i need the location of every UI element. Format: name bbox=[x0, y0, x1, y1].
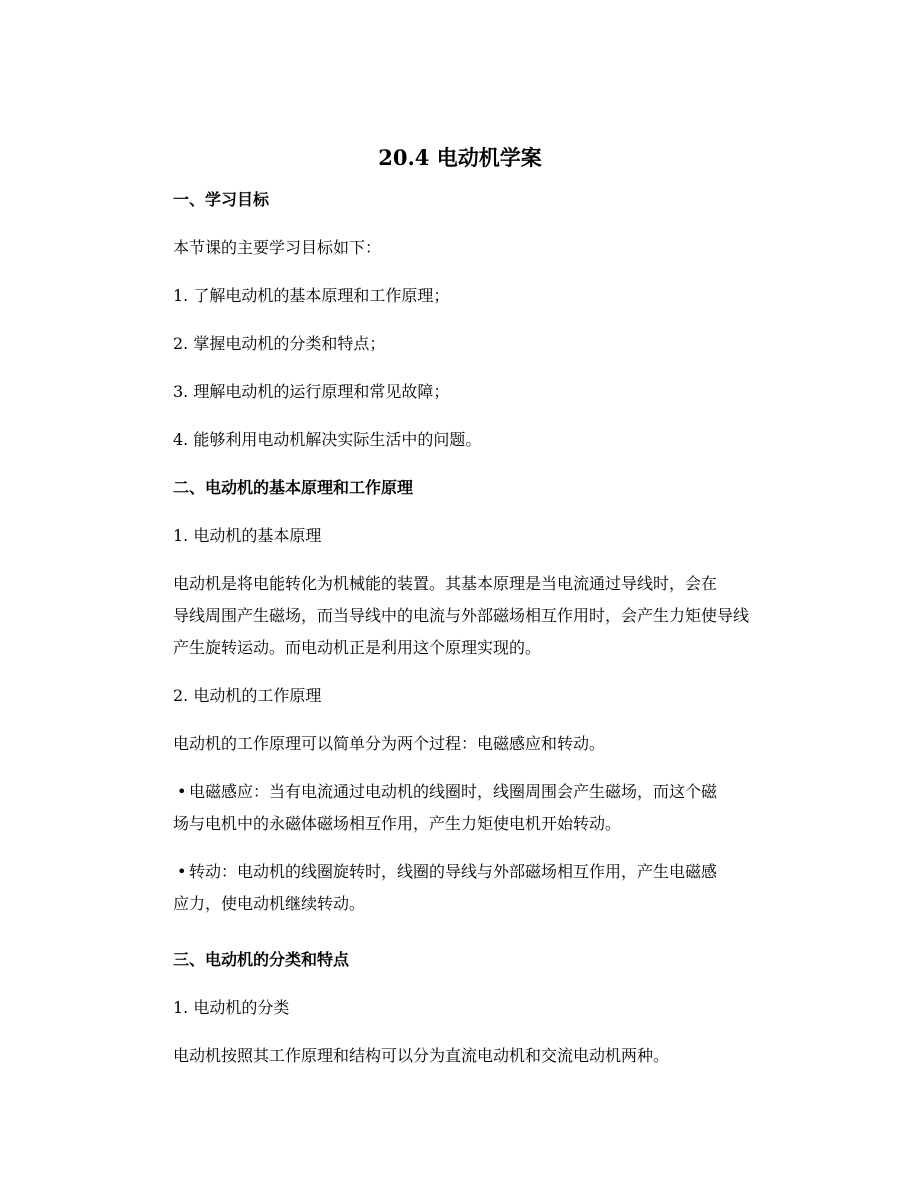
section-2-heading: 二、电动机的基本原理和工作原理 bbox=[173, 478, 414, 497]
document-title: 20.4 电动机学案 bbox=[378, 145, 542, 170]
bullet-text: 转动：电动机的线圈旋转时，线圈的导线与外部磁场相互作用，产生电磁感 bbox=[189, 862, 718, 881]
section-3-heading: 三、电动机的分类和特点 bbox=[173, 950, 350, 969]
bullet-text: 电磁感应：当有电流通过电动机的线圈时，线圈周围会产生磁场，而这个磁 bbox=[189, 782, 718, 801]
bullet-icon: • bbox=[177, 862, 187, 881]
goal-item-3: 3. 理解电动机的运行原理和常见故障； bbox=[173, 382, 450, 401]
section-2-subheading-2: 2. 电动机的工作原理 bbox=[173, 686, 322, 705]
paragraph-working-principle: 电动机的工作原理可以简单分为两个过程：电磁感应和转动。 bbox=[173, 734, 606, 753]
bullet-item-rotation-line-2: 应力，使电动机继续转动。 bbox=[173, 894, 366, 913]
paragraph-classification: 电动机按照其工作原理和结构可以分为直流电动机和交流电动机两种。 bbox=[173, 1046, 670, 1065]
section-1-heading: 一、学习目标 bbox=[173, 190, 270, 209]
bullet-item-induction-line-1 bbox=[173, 776, 787, 808]
paragraph-basic-principle-line-3: 产生旋转运动。而电动机正是利用这个原理实现的。 bbox=[173, 638, 542, 657]
paragraph-basic-principle-line-1: 电动机是将电能转化为机械能的装置。其基本原理是当电流通过导线时，会在 bbox=[173, 574, 718, 593]
bullet-item-rotation-line-1 bbox=[173, 856, 787, 888]
section-3-subheading-1: 1. 电动机的分类 bbox=[173, 998, 290, 1017]
goal-item-4: 4. 能够利用电动机解决实际生活中的问题。 bbox=[173, 430, 482, 449]
goal-item-1: 1. 了解电动机的基本原理和工作原理； bbox=[173, 286, 450, 305]
goal-item-2: 2. 掌握电动机的分类和特点； bbox=[173, 334, 386, 353]
bullet-icon: • bbox=[177, 782, 187, 801]
section-2-subheading-1: 1. 电动机的基本原理 bbox=[173, 526, 322, 545]
section-1-intro: 本节课的主要学习目标如下： bbox=[173, 238, 382, 257]
paragraph-basic-principle-line-2: 导线周围产生磁场，而当导线中的电流与外部磁场相互作用时，会产生力矩使导线 bbox=[173, 606, 750, 625]
bullet-item-induction-line-2: 场与电机中的永磁体磁场相互作用，产生力矩使电机开始转动。 bbox=[173, 814, 622, 833]
